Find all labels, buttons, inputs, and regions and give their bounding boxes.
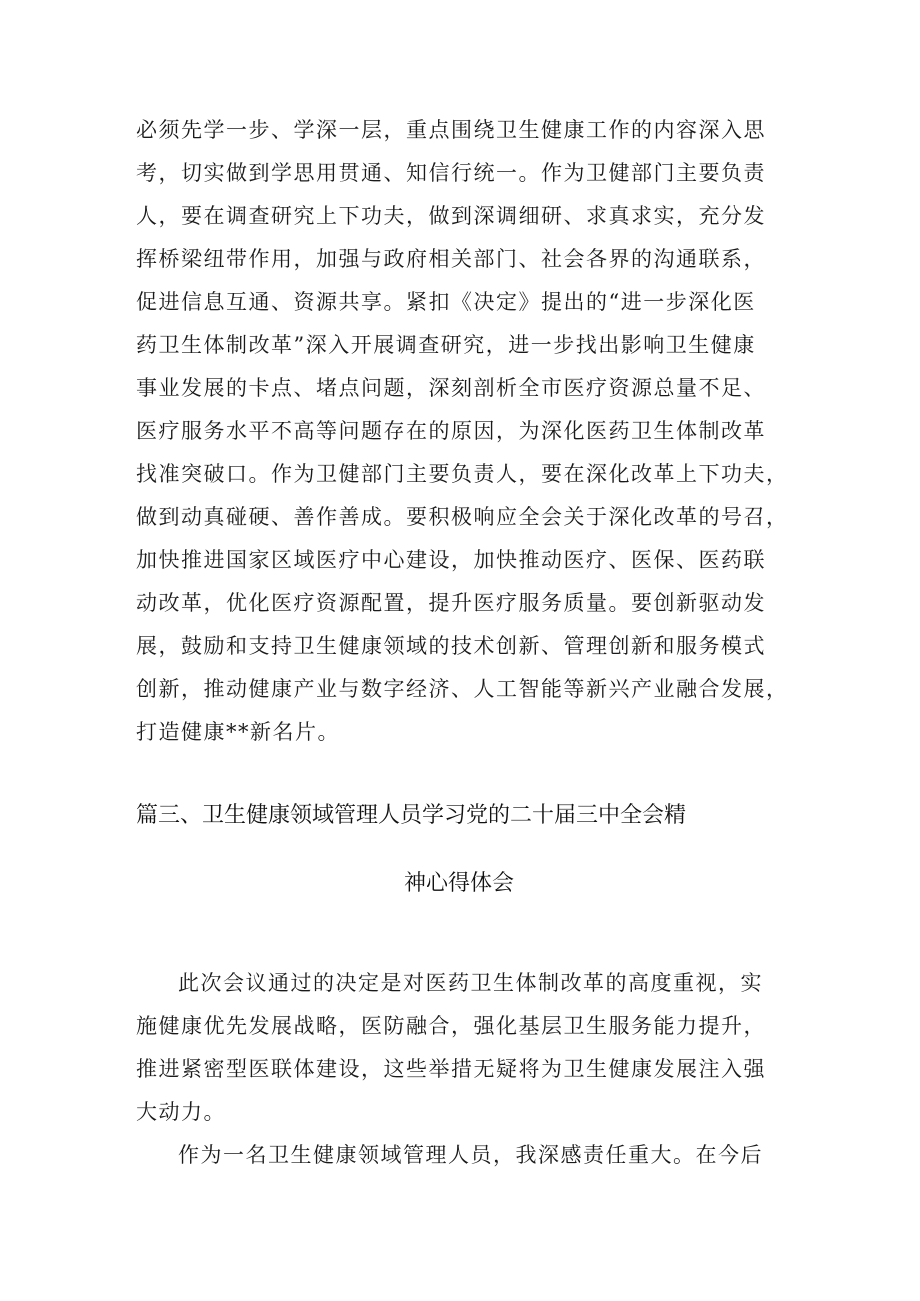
text-line: 考，切实做到学思用贯通、知信行统一。作为卫健部门主要负责 [136, 161, 766, 185]
text-line: 促进信息互通、资源共享。紧扣《决定》提出的“进一步深化医 [136, 290, 756, 314]
text-line: 挥桥梁纽带作用，加强与政府相关部门、社会各界的沟通联系， [136, 247, 766, 271]
text-line: 打造健康**新名片。 [136, 720, 340, 744]
text-line: 此次会议通过的决定是对医药卫生体制改革的高度重视，实 [178, 971, 763, 995]
text-line: 施健康优先发展战略，医防融合，强化基层卫生服务能力提升， [136, 1014, 766, 1038]
section-heading-line-2: 神心得体会 [404, 871, 515, 896]
text-line: 创新，推动健康产业与数字经济、人工智能等新兴产业融合发展， [136, 677, 789, 701]
text-line: 动改革，优化医疗资源配置，提升医疗服务质量。要创新驱动发 [136, 591, 766, 615]
text-line: 做到动真碰硬、善作善成。要积极响应全会关于深化改革的号召， [136, 505, 789, 529]
text-line: 人，要在调查研究上下功夫，做到深调细研、求真求实，充分发 [136, 204, 766, 228]
text-line: 必须先学一步、学深一层，重点围绕卫生健康工作的内容深入思 [136, 118, 766, 142]
text-line: 大动力。 [136, 1100, 226, 1124]
text-line: 药卫生体制改革”深入开展调查研究，进一步找出影响卫生健康 [136, 333, 756, 357]
text-line: 作为一名卫生健康领域管理人员，我深感责任重大。在今后 [178, 1143, 763, 1167]
text-line: 加快推进国家区域医疗中心建设，加快推动医疗、医保、医药联 [136, 548, 766, 572]
text-line: 找准突破口。作为卫健部门主要负责人，要在深化改革上下功夫， [136, 462, 789, 486]
text-line: 展，鼓励和支持卫生健康领域的技术创新、管理创新和服务模式 [136, 634, 766, 658]
text-line: 推进紧密型医联体建设，这些举措无疑将为卫生健康发展注入强 [136, 1057, 766, 1081]
section-heading-line-1: 篇三、卫生健康领域管理人员学习党的二十届三中全会精 [136, 803, 687, 828]
text-line: 事业发展的卡点、堵点问题，深刻剖析全市医疗资源总量不足、 [136, 376, 766, 400]
text-line: 医疗服务水平不高等问题存在的原因，为深化医药卫生体制改革 [136, 419, 766, 443]
